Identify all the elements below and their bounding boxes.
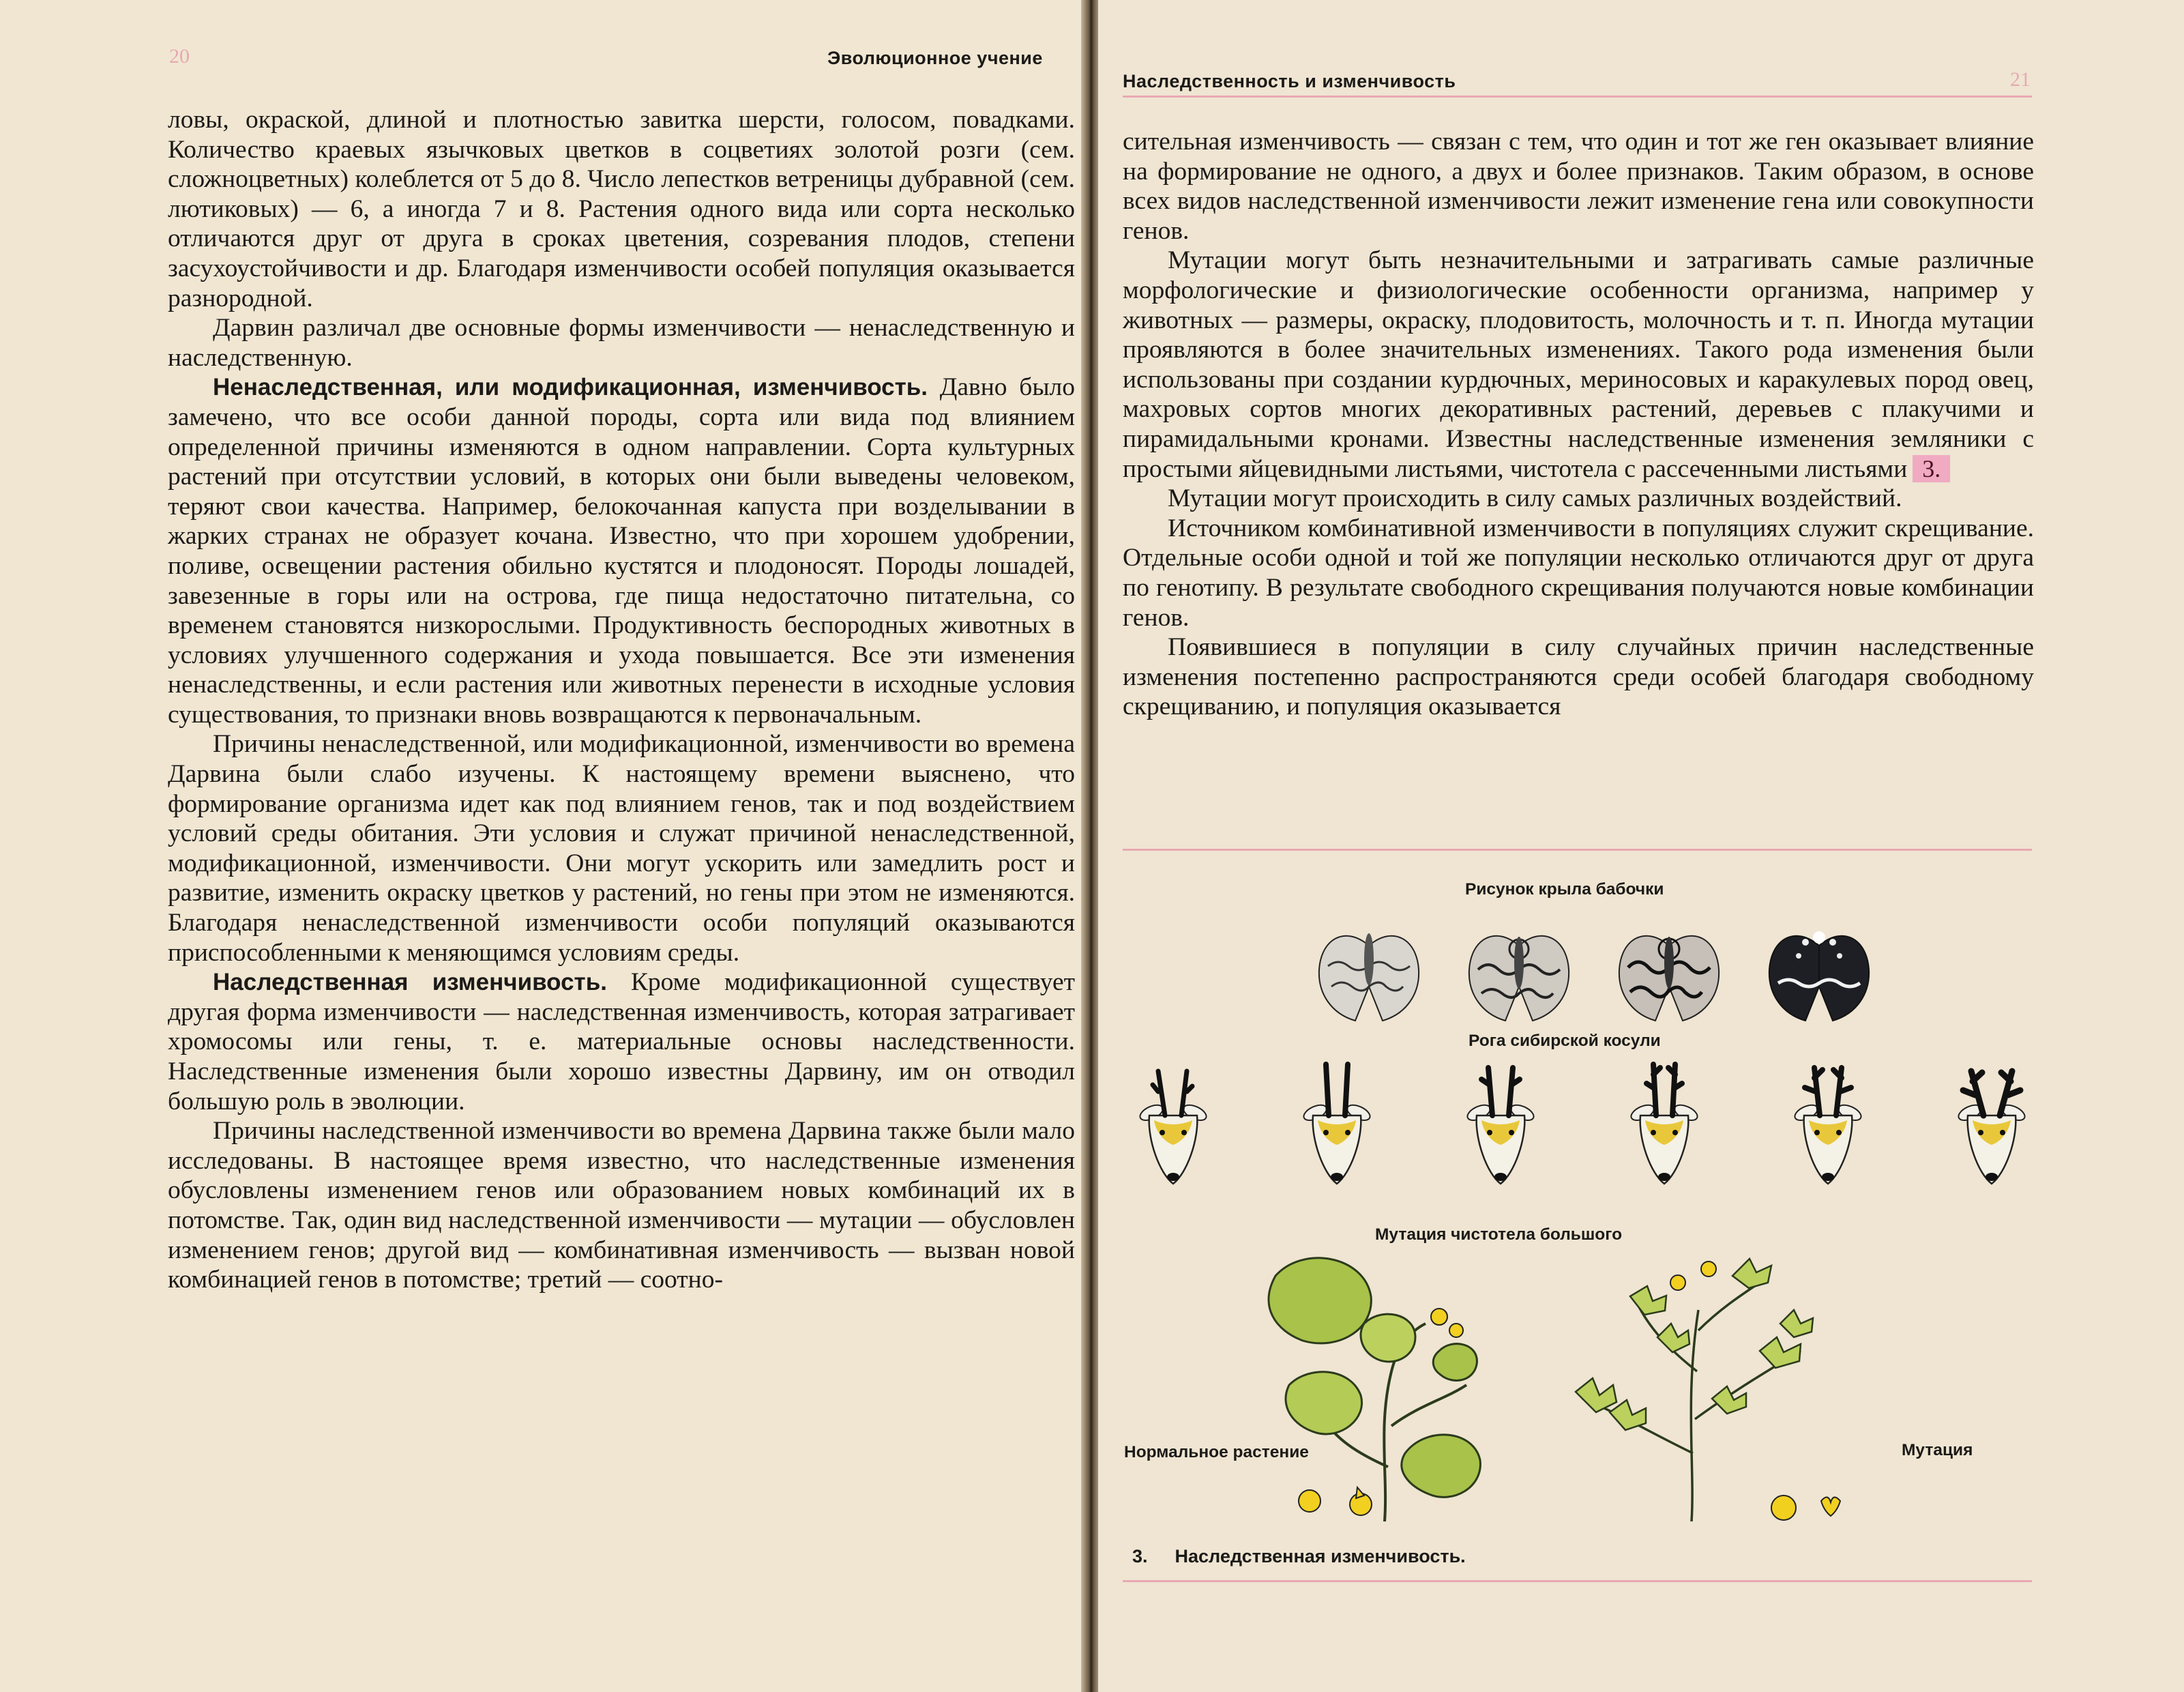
- label-celandine-mutation: Мутация чистотела большого: [1375, 1225, 1623, 1244]
- paragraph-text: Источником комбинативной изменчивости в популяциях служит скрещивание. Отдельные особи одной и той же популяции несколько отличаются друг от друга по генотипу. В результате свободного скрещивания получаются новые комбинации генов.: [1123, 514, 2034, 632]
- paragraph-text: Появившиеся в популяции в силу случайных причин наследственные изменения постепенно распространяются среди особей благодаря свободному скрещиванию, и популяция оказывается: [1123, 633, 2034, 721]
- bold-term: Ненаследственная, или модификационная, изменчивость.: [213, 374, 928, 401]
- deer-head-2: [1301, 1064, 1372, 1184]
- paragraph-text: Причины ненаследственной, или модификационной, изменчивости во времена Дарвина были слабо изучены. К настоящему времени выяснено, что формирование организма идет как под влиянием генов, так и под воздействием условий среды обитания. Эти условия и служат причиной ненаследственной, модификационной, изменчивости. Они могут ускорить или замедлить рост и развитие, изменить окраску цветков у растений, но гены при этом не изменяются. Благодаря ненаследственной изменчивости особи популяций оказываются приспособленными к меняющимся условиям среды.: [168, 730, 1075, 967]
- label-moth-wings: Рисунок крыла бабочки: [1465, 880, 1664, 899]
- figure-reference-badge: 3.: [1913, 455, 1950, 482]
- paragraph: [1123, 514, 2034, 632]
- moth-1: [1319, 933, 1419, 1021]
- paragraph: [168, 313, 1075, 373]
- label-normal-plant: Нормальное растение: [1124, 1443, 1309, 1461]
- page-number-left: 20: [169, 45, 190, 68]
- moth-3: [1619, 936, 1719, 1021]
- mutant-celandine-plant: [1576, 1259, 1840, 1521]
- page-number-right: 21: [2010, 68, 2031, 91]
- right-text-column: [1123, 127, 2034, 722]
- label-deer-antlers: Рога сибирской косули: [1469, 1032, 1661, 1050]
- paragraph-text: Мутации могут быть незначительными и затрагивать самые различные морфологические и физиологические особенности организма, например у животных — размеры, окраску, плодовитость, молочность и т. п. Иногда мутации проявляются в более значительных изменениях. Такого рода изменения были использованы при создании курдючных, мериносовых и каракулевых пород овец, махровых сортов многих декоративных растений, деревьев с плакучими и пирамидальными кронами. Известны наследственные изменения земляники с простыми яйцевидными листьями, чистотела с рассеченными листьями: [1123, 246, 2034, 483]
- moth-2: [1469, 936, 1569, 1021]
- deer-head-6: [1956, 1071, 2027, 1184]
- left-text-column: [168, 105, 1075, 1295]
- paragraph: [1123, 127, 2034, 246]
- figure-caption: [1132, 1546, 1466, 1567]
- paragraph-text: Причины наследственной изменчивости во времена Дарвина также были мало исследованы. В настоящее время известно, что наследственные изменения обусловлены изменением генов или образованием новых комбинаций их в потомстве. Так, один вид наследственной изменчивости — мутации — обусловлен изменением генов; другой вид — комбинативная изменчивость — вызван новой комбинацией генов в потомстве; третий — соотно-: [168, 1117, 1075, 1294]
- paragraph-text: ловы, окраской, длиной и плотностью завитка шерсти, голосом, повадками. Количество краевых язычковых цветков в соцветиях золотой розги (сем. сложноцветных) колеблется от 5 до 8. Число лепестков ветреницы дубравной (сем. лютиковых) — 6, а иногда 7 и 8. Растения одного вида или сорта несколько отличаются друг от друга в сроках цветения, созревания плодов, степени засухоустойчивости и др. Благодаря изменчивости особей популяция оказывается разнородной.: [168, 106, 1075, 312]
- deer-head-1: [1138, 1071, 1209, 1184]
- paragraph-text: Дарвин различал две основные формы изменчивости — ненаследственную и наследственную.: [168, 314, 1075, 372]
- paragraph: [168, 1116, 1075, 1295]
- header-rule: [1123, 96, 2032, 98]
- paragraph: [168, 729, 1075, 967]
- figure-bottom-rule: [1123, 1580, 2032, 1582]
- deer-head-5: [1792, 1068, 1863, 1184]
- normal-celandine-plant: [1269, 1258, 1480, 1521]
- figure-top-rule: [1123, 849, 2032, 851]
- moth-illustrations: [1310, 914, 2060, 1030]
- paragraph: [168, 105, 1075, 313]
- deer-illustrations: [1125, 1058, 2067, 1214]
- paragraph: [168, 373, 1075, 729]
- paragraph: [1123, 484, 2034, 514]
- paragraph: [1123, 632, 2034, 722]
- label-mutant-plant: Мутация: [1902, 1441, 1973, 1459]
- moth-4-dark: [1769, 931, 1869, 1021]
- running-head-right: Наследственность и изменчивость: [1123, 71, 1456, 91]
- deer-head-3: [1465, 1068, 1536, 1184]
- figure-caption-number: 3.: [1132, 1546, 1148, 1566]
- paragraph-text: Кроме модификационной существует другая форма изменчивости — наследственная изменчивость, которая затрагивает хромосомы или гены, т. е. материальные основы наследственности. Наследственные изменения были хорошо известны Дарвину, им он отводил большую роль в эволюции.: [168, 968, 1075, 1115]
- deer-head-4: [1629, 1064, 1700, 1184]
- paragraph-text: Давно было замечено, что все особи данной породы, сорта или вида под влиянием определенной причины изменяются в одном направлении. Сорта культурных растений при отсутствии условий, в которых они были выведены человеком, теряют свои качества. Например, белокочанная капуста при возделывании в жарких странах не образует кочана. Известно, что при хорошем удобрении, поливе, освещении растения обильно кустятся и плодоносят. Породы лошадей, завезенные в горы или на острова, где пища недостаточно питательна, со временем становятся низкорослыми. Продуктивность беспородных животных в условиях улучшенного содержания и ухода повышается. Все эти изменения ненаследственны, и если растения или животных перенести в исходные условия существования, то признаки вновь возвращаются к первоначальным.: [168, 373, 1075, 729]
- figure-caption-text: Наследственная изменчивость.: [1175, 1546, 1466, 1566]
- paragraph-text: сительная изменчивость — связан с тем, что один и тот же ген оказывает влияние на формирование не одного, а двух и более признаков. Таким образом, в основе всех видов наследственной изменчивости лежит изменение гена или совокупности генов.: [1123, 128, 2034, 245]
- running-head-left: Эволюционное учение: [827, 48, 1043, 68]
- paragraph: [168, 967, 1075, 1116]
- left-page: [0, 0, 1091, 1692]
- paragraph: [1123, 246, 2034, 484]
- bold-term: Наследственная изменчивость.: [213, 969, 607, 996]
- paragraph-text: Мутации могут происходить в силу самых различных воздействий.: [1168, 484, 1902, 513]
- celandine-illustrations: [1262, 1249, 1958, 1535]
